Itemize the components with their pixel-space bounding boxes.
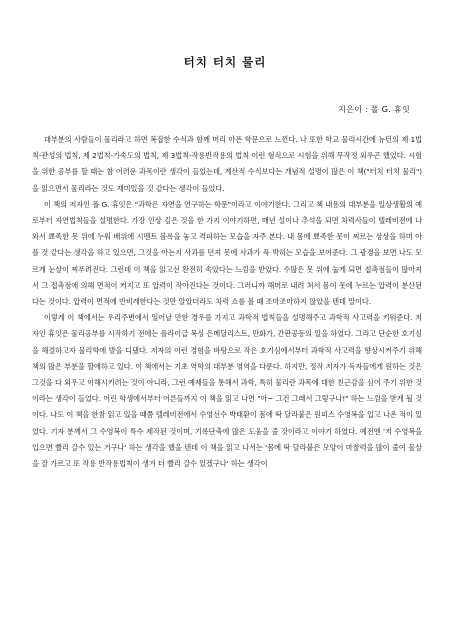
document-title: 터치 터치 물리 xyxy=(183,55,267,69)
paragraph: 이 책의 저자인 폴 G. 휴잇은 "과학은 자연을 연구하는 학문"이라고 이야기한다. 그리고 책 내용의 대부분을 일상생활의 예로부터 자연법칙들을 설명한다. 가장 인상 깊은 것을 한 가지 이야기하면, 매년 설이나 추석을 되면 차력사들이 텔레비전에 나와서 뾰족한 못 위에 누워 배위에 시멘트 블록을 놓고 격파하는 모습을 자주 본다. 내 몸에 뾰족한 못이 찌르는 상상을 하며 아플 것 같다는 생각을 하고 있으면, 그것을 아는지 사과를 던져 못에 사과가 푹 박히는 모습을 보여준다. 그 광경을 보면 나도 모르게 눈살이 찌푸려진다. 그런데 이 책을 읽고선 완전히 속았다는 느낌을 받았다. 수많은 못 위에 눕게 되면 접촉점들이 많아져서 그 접촉점에 의해 면적이 커지고 또 압력이 작아진다는 것이다. 그러니까 해머로 내려 쳐서 몸이 못에 누르는 압력이 분산된다는 것이다. 압력이 면적에 반비례한다는 것만 알았더라도 차력 쇼를 볼 때 조마조마하지 않았을 텐데 말이다. xyxy=(32,199,422,307)
paragraph: 이렇게 이 책에서는 우리주변에서 일어날 만한 경우를 가지고 과학적 법칙들을 설명해주고 과학적 사고력을 키워준다. 저자인 휴잇은 물리공부를 시작하기 전에는 플라이급 복싱 은메달리스트, 만화가, 간판공등의 일을 하였다. 그리고 단순한 호기심을 해결하고자 물리학에 발을 디댔다. 저자의 이런 경험을 바탕으로 작은 호기심에서부터 과학적 사고력을 향상시켜주기 위해 책의 많은 부분을 할애하고 있다. 이 책에서는 기초 역학의 대부분 영역을 다룬다. 하지만, 정작 저자가 독자들에게 원하는 것은 그것을 다 외우고 이해시키려는 것이 아니라, 그런 예제들을 통해서 과학, 특히 물리란 과목에 대한 친근감을 심어 주기 위한 것이라는 생각이 들었다. 어린 학생에서부터 어른들까지 이 책을 읽고 나면 "아~ 그건 그래서 그렇구나!" 하는 느낌을 받게 될 것이다. 나도 이 책을 한참 읽고 있을 때쯤 텔레비전에서 수영선수 박태환이 몸에 딱 달라붙은 원피스 수영복을 입고 나온 적이 있었다. 기자 분께서 그 수영복이 특수 제작된 것이며, 기록단축에 많은 도움을 줄 것이라고 이야기 하였다. 예전엔 '저 수영복을 입으면 빨리 갈수 있는 거구나' 하는 생각을 했을 텐데 이 책을 읽고 나서는 '몸에 딱 달라붙은 모양이 마찰력을 많이 줄여 물살을 잘 가르고 또 작용 반작용법칙이 생겨 더 빨리 갈수 있겠구나' 하는 생각이 xyxy=(32,313,422,469)
author-line: 지은이 : 폴 G. 휴잇 xyxy=(338,105,410,114)
document-body xyxy=(32,132,422,472)
paragraph: 대부분의 사람들이 물리라고 하면 복잡한 수식과 함께 머리 아픈 학문으로 느낀다. 나 또한 학교 물리시간에 뉴턴의 제 1법칙-관성의 법칙, 제 2법칙-가속도의 법칙, 제 3법칙-작용반작용의 법칙 이런 형식으로 시험을 위해 무작정 외우곤 했었다. 시험을 위한 공부를 할 때는 참 어려운 과목이란 생각이 들었는데, 계산적 수식보다는 개념적 설명이 많은 이 책("터치 터치 물리")을 읽으면서 물리라는 것도 재미있을 것 같다는 생각이 들었다. xyxy=(32,135,422,193)
